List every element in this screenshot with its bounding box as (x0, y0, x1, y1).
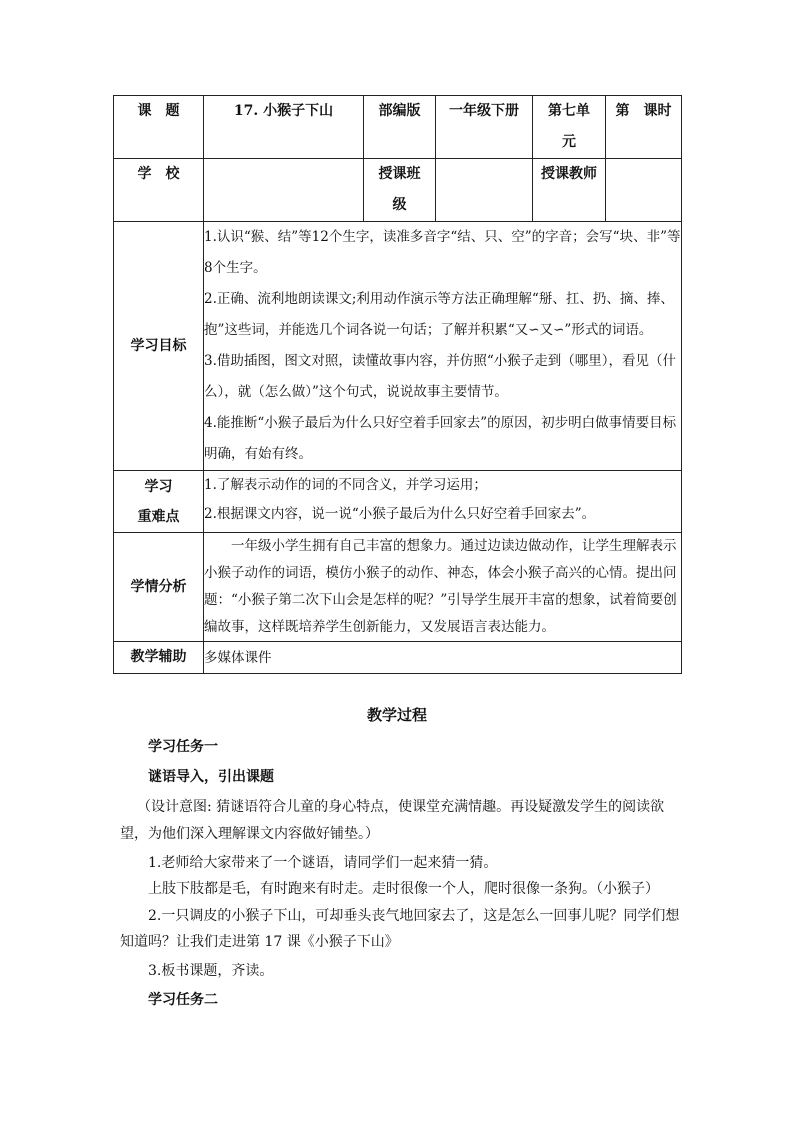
key-point-item: 1.了解表示动作的词的不同含义，并学习运用； (204, 477, 487, 493)
key-points-label-line2: 重难点 (137, 508, 180, 525)
teacher-label: 授课教师 (533, 159, 606, 222)
task1-subheading: 谜语导入，引出课题 (148, 769, 274, 785)
task2-heading: 学习任务二 (148, 992, 218, 1008)
goal-item: 2.正确、流利地朗读课文;利用动作演示等方法正确理解“掰、扛、扔、摘、捧、抱”这些词，并能选几个词各说一句话；了解并积累“又∽又∽”形式的词语。 (204, 291, 674, 338)
table-row-school (114, 159, 682, 222)
process-title: 教学过程 (366, 706, 427, 724)
topic-label: 课 题 (114, 96, 204, 159)
step2-line1: 2.一只调皮的小猴子下山，可却垂头丧气地回家去了，这是怎么一回事儿呢？同学们想 (148, 908, 680, 924)
key-points-content (204, 471, 682, 533)
analysis-label: 学情分析 (114, 533, 204, 642)
design-intent-line2: 望，为他们深入理解课文内容做好铺垫。） (120, 826, 379, 842)
step3: 3.板书课题，齐读。 (148, 963, 274, 979)
step2-line2: 知道吗？让我们走进第 17 课《小猴子下山》 (120, 934, 399, 950)
table-row-analysis (114, 533, 682, 642)
analysis-content (204, 533, 682, 642)
grade-cell: 一年级下册 (436, 96, 533, 159)
design-intent-line1: （设计意图: 猜谜语符合儿童的身心特点，使课堂充满情趣。再设疑激发学生的阅读欲 (137, 799, 665, 815)
table-row-topic (114, 96, 682, 159)
riddle: 上肢下肢都是毛，有时跑来有时走。走时很像一个人，爬时很像一条狗。（小猴子） (148, 881, 659, 897)
key-point-item: 2.根据课文内容，说一说“小猴子最后为什么只好空着手回家去”。 (204, 506, 596, 522)
teacher-value (606, 159, 682, 222)
class-label: 授课班级 (364, 159, 436, 222)
period-cell: 第 课时 (606, 96, 682, 159)
key-points-label-line1: 学习 (144, 478, 173, 495)
goals-content (204, 222, 682, 471)
school-value (204, 159, 364, 222)
analysis-text: 一年级小学生拥有自己丰富的想象力。通过边读边做动作，让学生理解表示小猴子动作的词语，模仿小猴子的动作、神态，体会小猴子高兴的心情。提出问题：“小猴子第二次下山会是怎样的呢？”引导学生展开丰富的想象，试着简要创编故事，这样既培养学生创新能力，又发展语言表达能力。 (204, 538, 677, 635)
table-row-key-points (114, 471, 682, 533)
goal-item: 3.借助插图，图文对照，读懂故事内容，并仿照“小猴子走到（哪里），看见（什么），就（怎么做）”这个句式，说说故事主要情节。 (204, 353, 677, 400)
task1-heading: 学习任务一 (148, 739, 218, 755)
aids-value: 多媒体课件 (204, 642, 682, 674)
goal-item: 4.能推断“小猴子最后为什么只好空着手回家去”的原因，初步明白做事情要目标明确，有始有终。 (204, 415, 677, 462)
lesson-title: 17. 小猴子下山 (204, 96, 364, 159)
class-value (436, 159, 533, 222)
unit-cell: 第七单元 (533, 96, 606, 159)
edition-cell: 部编版 (364, 96, 436, 159)
table-row-goals (114, 222, 682, 471)
lesson-plan-table (113, 95, 682, 674)
table-row-aids (114, 642, 682, 674)
step1: 1.老师给大家带来了一个谜语，请同学们一起来猜一猜。 (148, 855, 498, 871)
goals-label: 学习目标 (114, 222, 204, 471)
key-points-label (114, 471, 204, 533)
aids-label: 教学辅助 (114, 642, 204, 674)
goal-item: 1.认识“猴、结”等12个生字，读准多音字“结、只、空”的字音；会写“块、非”等8个生字。 (204, 229, 681, 276)
school-label: 学 校 (114, 159, 204, 222)
